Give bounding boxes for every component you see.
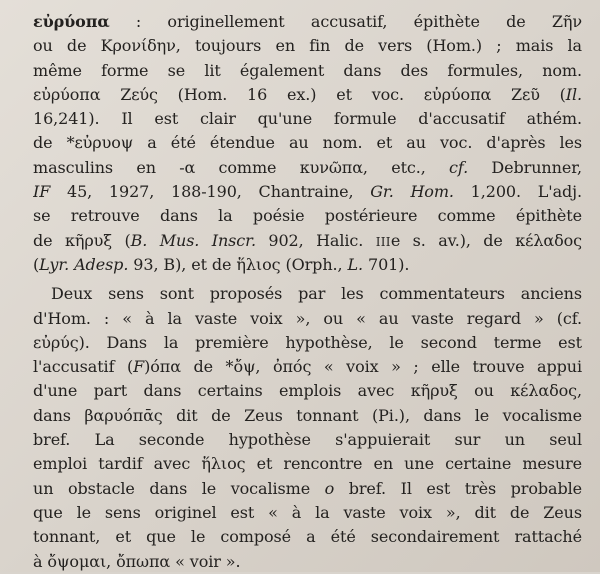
- text-line: Deux sens sont proposés par les commentateurs anciens: [51, 284, 582, 304]
- text-line: εὐρύοπα Ζεύς (Hom. 16 ex.) et voc. εὐρύοπα Ζεῦ (Il.: [33, 84, 582, 104]
- lemma-headword: εὐρύοπα: [33, 12, 110, 31]
- text-line: l'accusatif (F)όπα de *ὄψ, ὀπός « voix » ; elle trouve appui: [33, 357, 582, 377]
- text-line: emploi tardif avec ἥλιος et rencontre en une certaine mesure: [33, 454, 582, 474]
- text-line: à ὄψομαι, ὄπωπα « voir ».: [33, 551, 241, 571]
- text-line: masculins en -α comme κυνῶπα, etc., cf. Debrunner,: [33, 157, 582, 177]
- text-line: dans βαρυόπᾱς dit de Zeus tonnant (Pi.), dans le vocalisme: [33, 405, 582, 425]
- text-line: même forme se lit également dans des formules, nom.: [33, 60, 582, 80]
- text-line: ou de Κρονίδην, toujours en fin de vers (Hom.) ; mais la: [33, 36, 582, 56]
- entry-paragraph-1: [33, 10, 582, 277]
- text-line: de *εὐρυοψ a été étendue au nom. et au voc. d'après les: [33, 133, 582, 153]
- text-line: se retrouve dans la poésie postérieure comme épithète: [33, 206, 582, 226]
- text-line: d'une part dans certains emplois avec κῆρυξ ou κέλαδος,: [33, 381, 582, 401]
- text-line: εὐρύοπα : originellement accusatif, épithète de Ζῆν: [33, 12, 582, 31]
- text-line: tonnant, et que le composé a été secondairement rattaché: [33, 527, 582, 547]
- text-line: (Lyr. Adesp. 93, B), et de ἥλιος (Orph., L. 701).: [33, 254, 410, 274]
- text-line: εὐρύς). Dans la première hypothèse, le second terme est: [33, 332, 582, 352]
- text-line: IF 45, 1927, 188-190, Chantraine, Gr. Hom. 1,200. L'adj.: [33, 182, 582, 202]
- text-line: bref. La seconde hypothèse s'appuierait sur un seul: [33, 430, 582, 450]
- text-line: de κῆρυξ (B. Mus. Inscr. 902, Halic. IIIe s. av.), de κέλαδος: [33, 230, 582, 250]
- text-line: un obstacle dans le vocalisme o bref. Il est très probable: [33, 478, 582, 498]
- text-line: d'Hom. : « à la vaste voix », ou « au vaste regard » (cf.: [33, 308, 582, 328]
- text-line: 16,241). Il est clair qu'une formule d'accusatif athém.: [33, 109, 582, 129]
- text-line: que le sens originel est « à la vaste voix », dit de Zeus: [33, 502, 582, 522]
- entry-paragraph-2: [33, 282, 582, 574]
